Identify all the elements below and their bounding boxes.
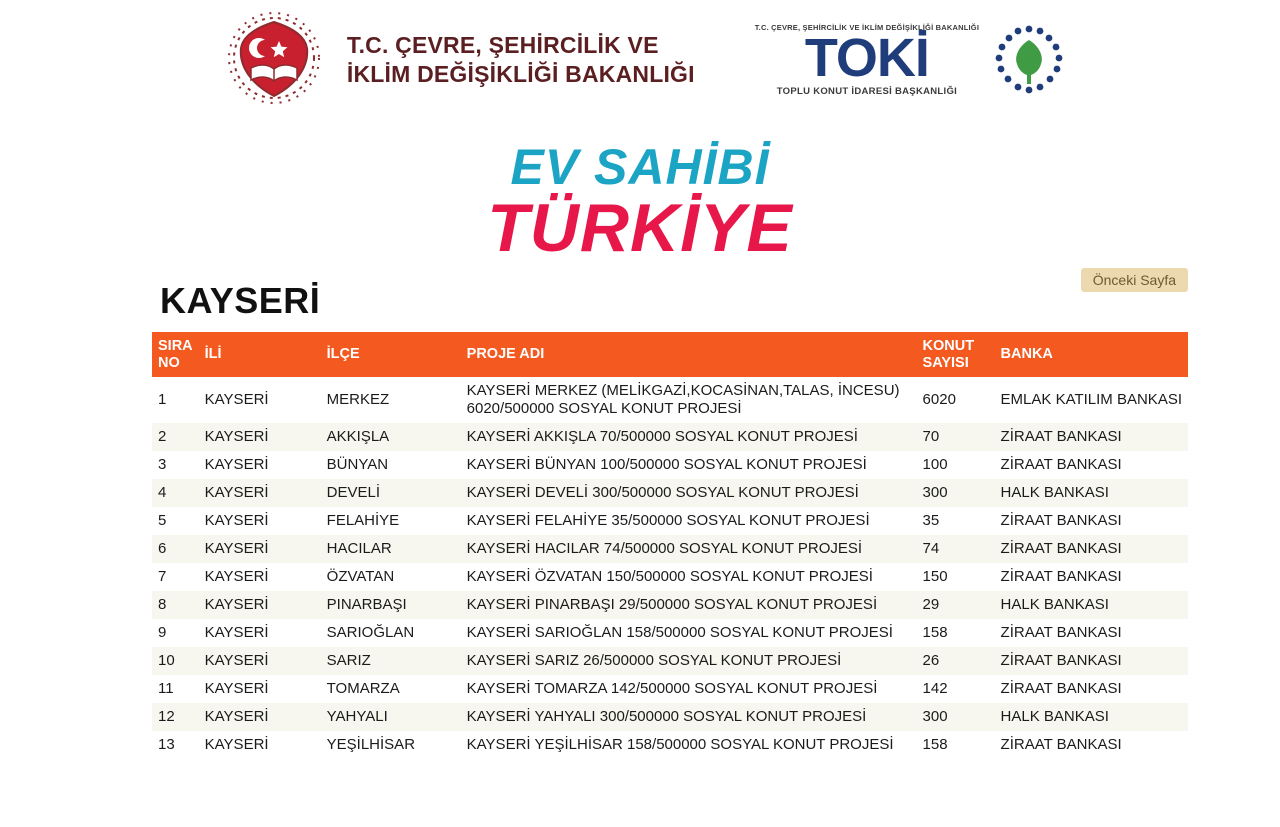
table-row bbox=[152, 535, 1188, 563]
cell-proje-adi: KAYSERİ HACILAR 74/500000 SOSYAL KONUT PROJESİ bbox=[466, 540, 863, 558]
cell-banka: ZİRAAT BANKASI bbox=[1000, 652, 1122, 670]
cell-banka: ZİRAAT BANKASI bbox=[1000, 736, 1122, 754]
cell-sira-no: 5 bbox=[158, 512, 167, 530]
cell-banka: ZİRAAT BANKASI bbox=[1000, 540, 1122, 558]
table-row bbox=[152, 591, 1188, 619]
column-header-konut-sayisi bbox=[917, 332, 995, 377]
cell-sira-no: 1 bbox=[158, 391, 167, 409]
column-header-proje-adi: PROJE ADI bbox=[461, 332, 917, 377]
cell-banka: HALK BANKASI bbox=[1000, 708, 1109, 726]
cell-ilce: ÖZVATAN bbox=[326, 568, 395, 586]
table-header bbox=[152, 332, 1188, 377]
cell-sira-no: 2 bbox=[158, 428, 167, 446]
cell-konut-sayisi: 142 bbox=[922, 680, 948, 698]
toki-wordmark bbox=[755, 23, 979, 97]
cell-banka: EMLAK KATILIM BANKASI bbox=[1000, 391, 1182, 409]
cell-sira-no: 10 bbox=[158, 652, 175, 670]
cell-sira-no: 13 bbox=[158, 736, 175, 754]
cell-proje-adi: KAYSERİ AKKIŞLA 70/500000 SOSYAL KONUT PROJESİ bbox=[466, 428, 858, 446]
cell-il: KAYSERİ bbox=[204, 708, 269, 726]
cell-proje-adi: KAYSERİ TOMARZA 142/500000 SOSYAL KONUT PROJESİ bbox=[466, 680, 878, 698]
toki-branding bbox=[755, 23, 1065, 97]
ministry-emblem-icon bbox=[215, 8, 333, 112]
cell-proje-adi: KAYSERİ YEŞİLHİSAR 158/500000 SOSYAL KONUT PROJESİ bbox=[466, 736, 894, 754]
cell-banka: ZİRAAT BANKASI bbox=[1000, 428, 1122, 446]
cell-il: KAYSERİ bbox=[204, 652, 269, 670]
column-header-konut-line2: SAYISI bbox=[922, 354, 969, 371]
page-title: KAYSERİ bbox=[160, 280, 321, 321]
cell-proje-adi: KAYSERİ YAHYALI 300/500000 SOSYAL KONUT PROJESİ bbox=[466, 708, 867, 726]
cell-banka: ZİRAAT BANKASI bbox=[1000, 680, 1122, 698]
cell-ilce: SARIZ bbox=[326, 652, 371, 670]
toki-tree-logo-icon bbox=[993, 24, 1065, 96]
cell-banka: HALK BANKASI bbox=[1000, 484, 1109, 502]
cell-sira-no: 3 bbox=[158, 456, 167, 474]
table-row bbox=[152, 647, 1188, 675]
toki-sub-text: TOPLU KONUT İDARESİ BAŞKANLIĞI bbox=[776, 86, 958, 98]
cell-il: KAYSERİ bbox=[204, 512, 269, 530]
cell-ilce: YAHYALI bbox=[326, 708, 388, 726]
cell-konut-sayisi: 158 bbox=[922, 736, 948, 754]
cell-ilce: MERKEZ bbox=[326, 391, 390, 409]
ministry-branding bbox=[215, 8, 695, 112]
cell-sira-no: 4 bbox=[158, 484, 167, 502]
table-row bbox=[152, 423, 1188, 451]
cell-proje-adi: KAYSERİ ÖZVATAN 150/500000 SOSYAL KONUT PROJESİ bbox=[466, 568, 873, 586]
document-header bbox=[0, 0, 1280, 120]
cell-banka: ZİRAAT BANKASI bbox=[1000, 512, 1122, 530]
cell-ilce: FELAHİYE bbox=[326, 512, 400, 530]
table-header-row bbox=[152, 332, 1188, 377]
table-row bbox=[152, 619, 1188, 647]
cell-ilce: SARIOĞLAN bbox=[326, 624, 415, 642]
cell-ilce: PINARBAŞI bbox=[326, 596, 407, 614]
cell-banka: ZİRAAT BANKASI bbox=[1000, 456, 1122, 474]
column-header-sira-no bbox=[152, 332, 199, 377]
projects-table bbox=[152, 332, 1188, 759]
projects-table-container bbox=[152, 332, 1188, 759]
table-row bbox=[152, 451, 1188, 479]
column-header-sira-no-line2: NO bbox=[158, 354, 180, 371]
column-header-ilce: İLÇE bbox=[321, 332, 461, 377]
cell-ilce: DEVELİ bbox=[326, 484, 381, 502]
cell-ilce: HACILAR bbox=[326, 540, 392, 558]
cell-sira-no: 9 bbox=[158, 624, 167, 642]
cell-konut-sayisi: 74 bbox=[922, 540, 940, 558]
ministry-name bbox=[347, 31, 695, 89]
cell-konut-sayisi: 300 bbox=[922, 484, 948, 502]
table-row bbox=[152, 703, 1188, 731]
table-row bbox=[152, 377, 1188, 423]
cell-il: KAYSERİ bbox=[204, 624, 269, 642]
campaign-title bbox=[0, 139, 1280, 266]
cell-il: KAYSERİ bbox=[204, 428, 269, 446]
cell-banka: ZİRAAT BANKASI bbox=[1000, 568, 1122, 586]
toki-top-text: T.C. ÇEVRE, ŞEHİRCİLİK VE İKLİM DEĞİŞİKLİĞİ BAKANLIĞI bbox=[754, 22, 980, 32]
campaign-title-line2: TÜRKİYE bbox=[487, 190, 793, 266]
cell-proje-adi: KAYSERİ BÜNYAN 100/500000 SOSYAL KONUT PROJESİ bbox=[466, 456, 867, 474]
cell-sira-no: 6 bbox=[158, 540, 167, 558]
cell-konut-sayisi: 100 bbox=[922, 456, 948, 474]
column-header-konut-line1: KONUT bbox=[922, 338, 975, 354]
cell-proje-adi: KAYSERİ SARIOĞLAN 158/500000 SOSYAL KONUT PROJESİ bbox=[466, 624, 893, 642]
cell-ilce: YEŞİLHİSAR bbox=[326, 736, 416, 754]
cell-sira-no: 8 bbox=[158, 596, 167, 614]
cell-konut-sayisi: 300 bbox=[922, 708, 948, 726]
cell-konut-sayisi: 29 bbox=[922, 596, 940, 614]
toki-main-text: TOKİ bbox=[804, 27, 929, 88]
column-header-sira-no-line1: SIRA bbox=[158, 338, 193, 354]
cell-sira-no: 7 bbox=[158, 568, 167, 586]
table-row bbox=[152, 563, 1188, 591]
ministry-name-line1: T.C. ÇEVRE, ŞEHİRCİLİK VE bbox=[346, 32, 659, 59]
previous-page-button[interactable]: Önceki Sayfa bbox=[1081, 268, 1188, 292]
cell-sira-no: 11 bbox=[158, 680, 174, 698]
cell-banka: ZİRAAT BANKASI bbox=[1000, 624, 1122, 642]
cell-il: KAYSERİ bbox=[204, 736, 269, 754]
cell-konut-sayisi: 70 bbox=[922, 428, 940, 446]
table-row bbox=[152, 675, 1188, 703]
cell-banka: HALK BANKASI bbox=[1000, 596, 1109, 614]
cell-konut-sayisi: 150 bbox=[922, 568, 948, 586]
cell-proje-adi: KAYSERİ DEVELİ 300/500000 SOSYAL KONUT PROJESİ bbox=[466, 484, 859, 502]
table-row bbox=[152, 731, 1188, 759]
campaign-title-line1: EV SAHİBİ bbox=[510, 139, 770, 195]
column-header-banka: BANKA bbox=[995, 332, 1188, 377]
cell-il: KAYSERİ bbox=[204, 568, 269, 586]
cell-il: KAYSERİ bbox=[204, 391, 269, 409]
cell-proje-adi: KAYSERİ MERKEZ (MELİKGAZİ,KOCASİNAN,TALAS, İNCESU) 6020/500000 SOSYAL KONUT PROJESİ bbox=[466, 382, 900, 418]
cell-il: KAYSERİ bbox=[204, 680, 269, 698]
cell-il: KAYSERİ bbox=[204, 596, 269, 614]
cell-proje-adi: KAYSERİ PINARBAŞI 29/500000 SOSYAL KONUT PROJESİ bbox=[466, 596, 878, 614]
cell-konut-sayisi: 35 bbox=[922, 512, 940, 530]
table-row bbox=[152, 479, 1188, 507]
cell-proje-adi: KAYSERİ FELAHİYE 35/500000 SOSYAL KONUT PROJESİ bbox=[466, 512, 870, 530]
column-header-il: İLİ bbox=[199, 332, 321, 377]
cell-ilce: BÜNYAN bbox=[326, 456, 389, 474]
cell-il: KAYSERİ bbox=[204, 540, 269, 558]
table-row bbox=[152, 507, 1188, 535]
cell-il: KAYSERİ bbox=[204, 456, 269, 474]
table-body bbox=[152, 377, 1188, 759]
cell-sira-no: 12 bbox=[158, 708, 175, 726]
cell-ilce: TOMARZA bbox=[326, 680, 400, 698]
cell-konut-sayisi: 26 bbox=[922, 652, 940, 670]
cell-konut-sayisi: 6020 bbox=[922, 391, 956, 409]
cell-ilce: AKKIŞLA bbox=[326, 428, 390, 446]
cell-il: KAYSERİ bbox=[204, 484, 269, 502]
ministry-name-line2: İKLİM DEĞİŞİKLİĞİ BAKANLIĞI bbox=[346, 61, 695, 87]
cell-konut-sayisi: 158 bbox=[922, 624, 948, 642]
cell-proje-adi: KAYSERİ SARIZ 26/500000 SOSYAL KONUT PROJESİ bbox=[466, 652, 842, 670]
